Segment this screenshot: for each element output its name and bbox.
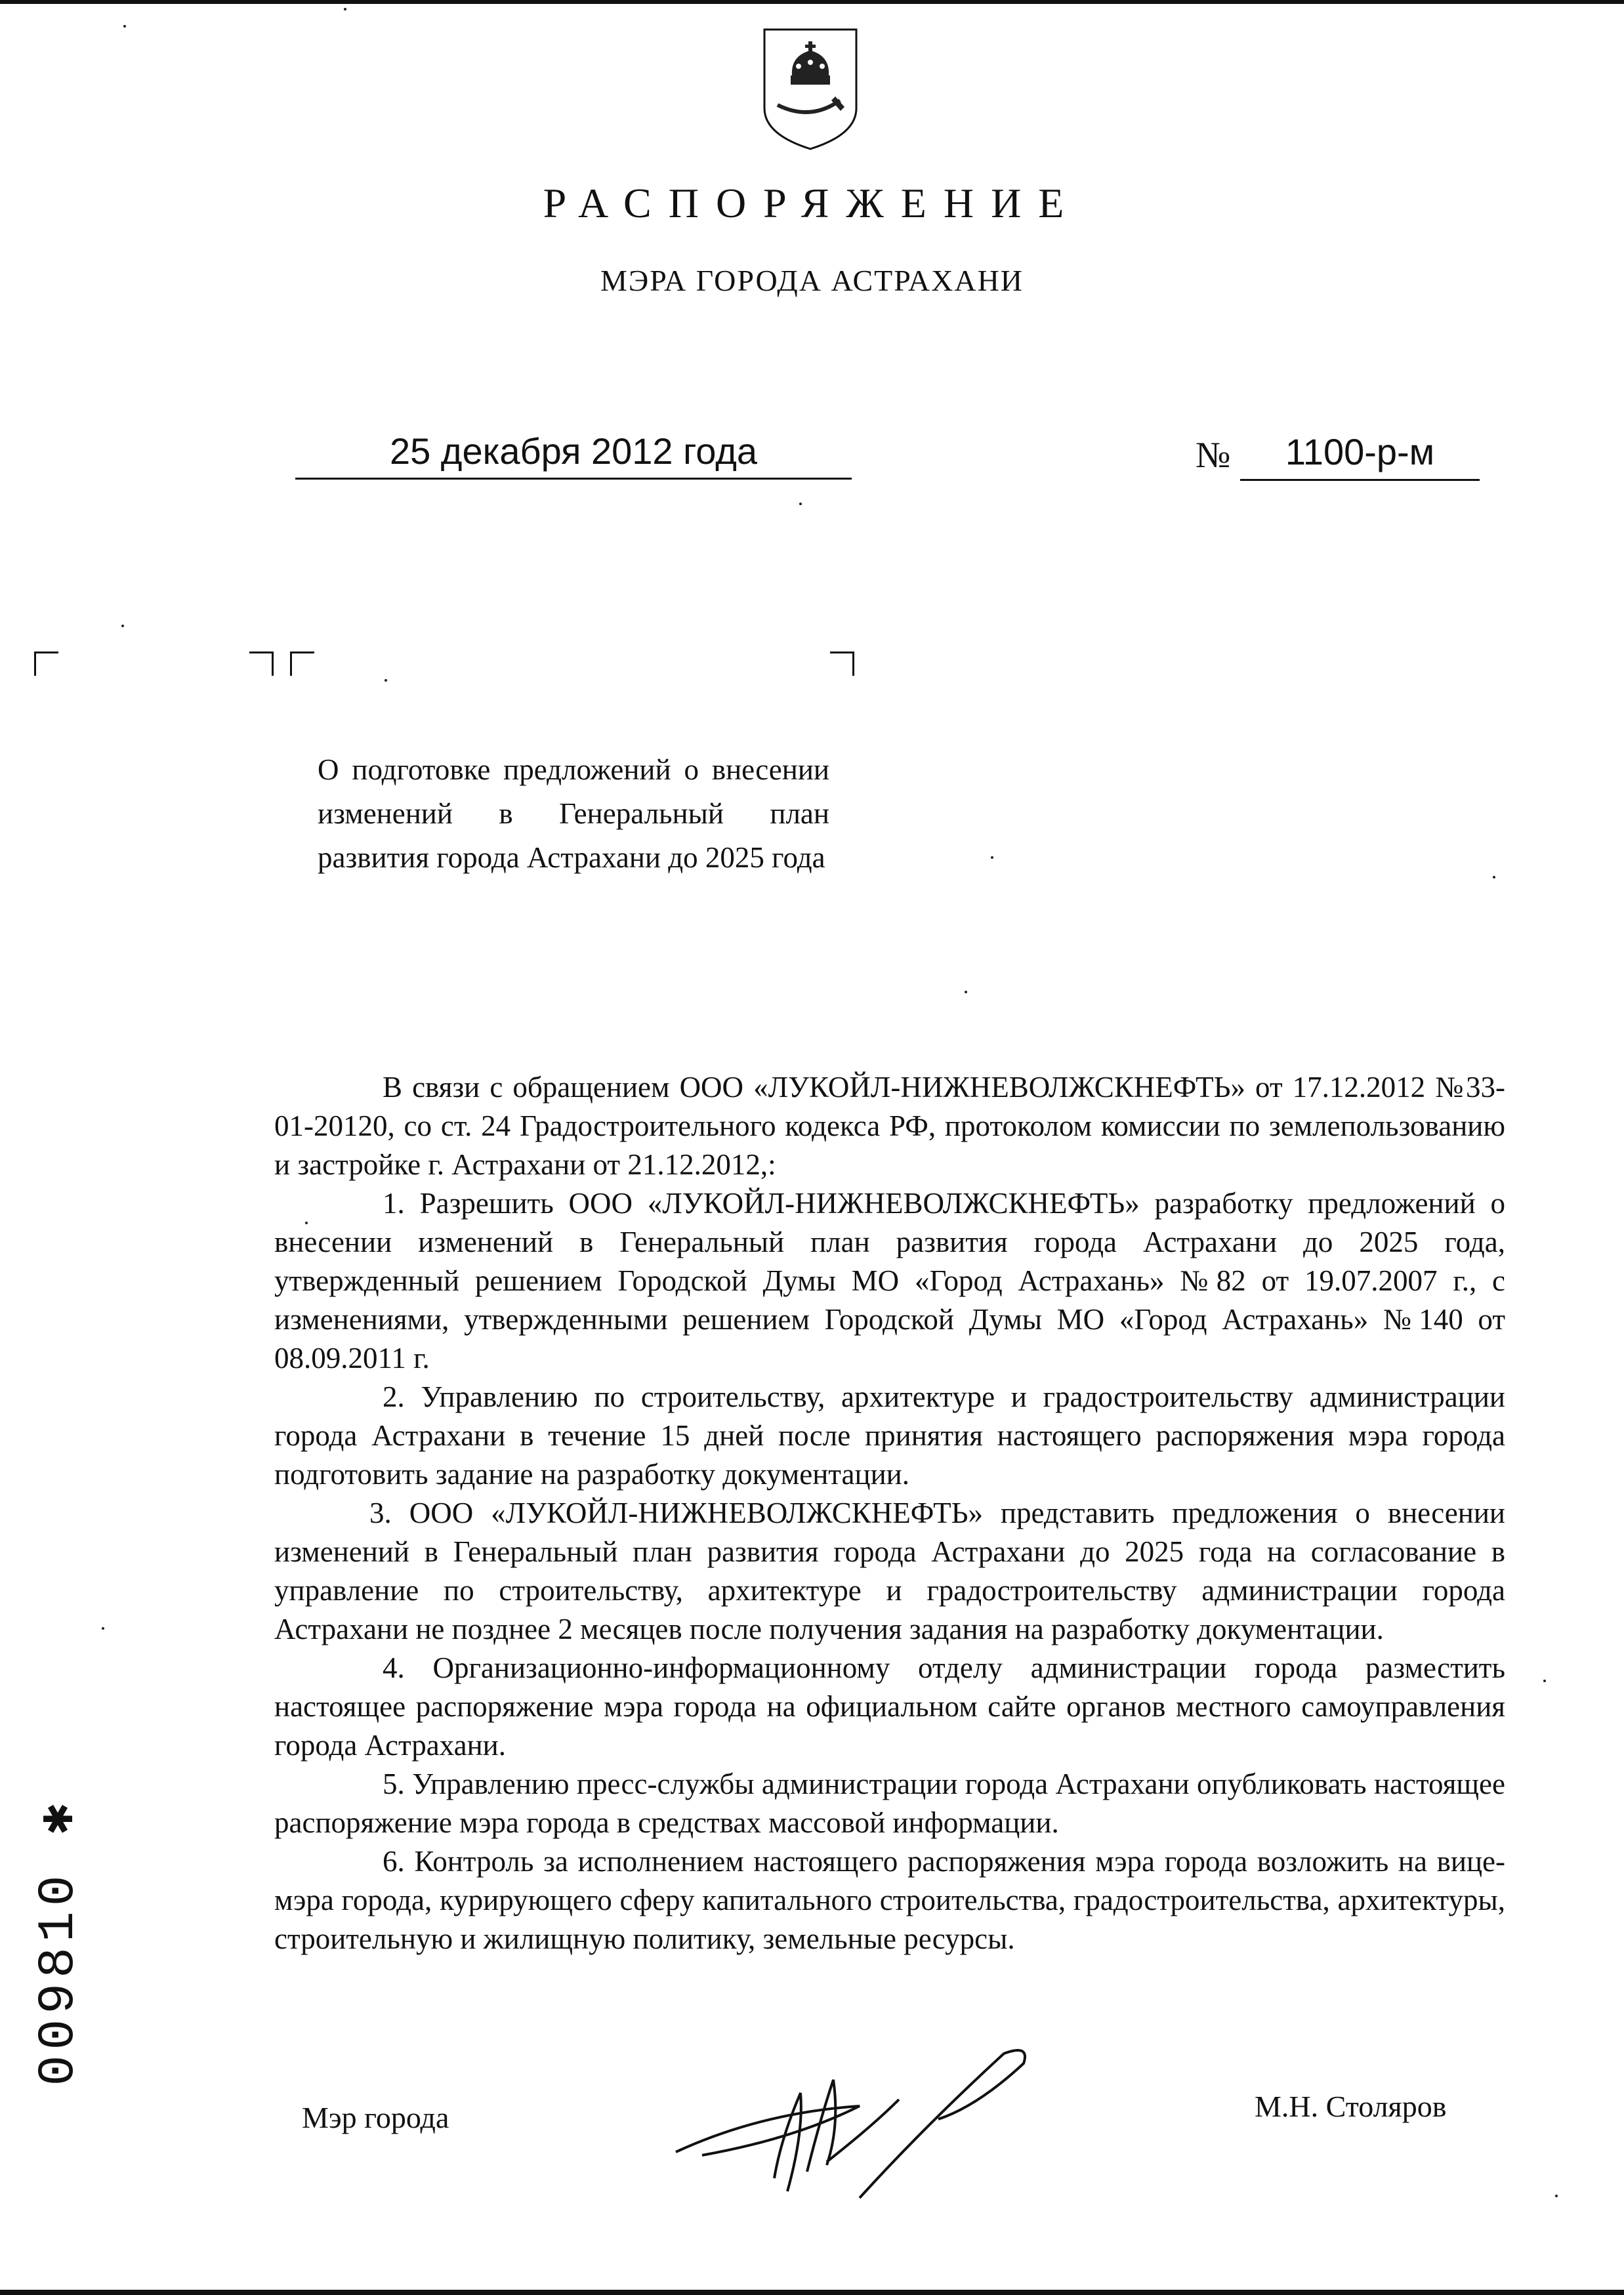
body-item: 2. Управлению по строительству, архитектуре и градостроительству администрации города Астрахани в течение 15 дней после принятия настоящего распоряжения мэра города подготовить задание на разработку документации. bbox=[274, 1380, 1505, 1491]
body-preamble: В связи с обращением ООО «ЛУКОЙЛ-НИЖНЕВОЛЖСКНЕФТЬ» от 17.12.2012 №33-01-20120, со ст. 24 Градостроительного кодекса РФ, протоколом комиссии по землепользованию и застройке г. Астрахани от 21.12.2012,: bbox=[274, 1071, 1505, 1181]
document-title: РАСПОРЯЖЕНИЕ bbox=[543, 180, 1081, 226]
scan-speck bbox=[385, 679, 387, 682]
scan-speck bbox=[1493, 876, 1495, 879]
corner-mark-top-right bbox=[830, 651, 854, 676]
scan-speck bbox=[965, 991, 967, 993]
scan-speck bbox=[102, 1627, 104, 1630]
scan-speck bbox=[991, 856, 993, 859]
scan-speck bbox=[123, 25, 126, 28]
scan-speck bbox=[121, 625, 124, 627]
document-subject: О подготовке предложений о внесении изменений в Генеральный план развития города Астрахани до 2025 года bbox=[318, 753, 829, 874]
corner-mark-top-left bbox=[290, 651, 314, 676]
body-item: 1. Разрешить ООО «ЛУКОЙЛ-НИЖНЕВОЛЖСКНЕФТЬ» разработку предложений о внесении изменений в Генеральный план развития города Астрахани до 2025 года, утвержденный решением Городской Думы МО «Город Астрахань» №82 от 19.07.2007 г., с изменениями, утвержденными решением Городской Думы МО «Город Астрахань» №140 от 08.09.2011 г. bbox=[274, 1187, 1505, 1375]
document-body bbox=[274, 1068, 1505, 1958]
body-item: 6. Контроль за исполнением настоящего распоряжения мэра города возложить на вице-мэра города, курирующего сферу капитального строительства, градостроительства, архитектуры, строительную и жилищную политику, земельные ресурсы. bbox=[274, 1845, 1505, 1955]
scan-speck bbox=[799, 503, 802, 505]
scan-speck bbox=[1555, 2195, 1558, 2197]
top-border-line bbox=[0, 0, 1624, 4]
stamp-number: 009810 ✱ bbox=[30, 1798, 88, 2086]
body-item: 5. Управлению пресс-службы администрации города Астрахани опубликовать настоящее распоряжение мэра города в средствах массовой информации. bbox=[274, 1768, 1505, 1839]
scan-speck bbox=[305, 1222, 308, 1224]
corner-mark-top-right bbox=[249, 651, 274, 676]
number-sign: № bbox=[1196, 435, 1231, 476]
corner-mark-top-left bbox=[34, 651, 58, 676]
scan-speck bbox=[344, 8, 346, 10]
handwritten-signature bbox=[663, 2040, 1083, 2204]
body-item: 3. ООО «ЛУКОЙЛ-НИЖНЕВОЛЖСКНЕФТЬ» представить предложения о внесении изменений в Генеральный план развития города Астрахани до 2025 года на согласование в управление по строительству, архитектуре и градостроительству администрации города Астрахани не позднее 2 месяцев после получения задания на разработку документации. bbox=[274, 1497, 1505, 1645]
bottom-border-line bbox=[0, 2290, 1624, 2295]
document-number: 1100-р-м bbox=[1240, 425, 1480, 481]
astrakhan-coat-of-arms-icon bbox=[758, 23, 863, 154]
signer-name: М.Н. Столяров bbox=[1255, 2090, 1447, 2123]
scan-speck bbox=[1543, 1680, 1546, 1682]
body-item: 4. Организационно-информационному отделу администрации города разместить настоящее распоряжение мэра города на официальном сайте органов местного самоуправления города Астрахани. bbox=[274, 1651, 1505, 1762]
signer-title: Мэр города bbox=[302, 2101, 449, 2134]
document-date: 25 декабря 2012 года bbox=[295, 425, 852, 480]
document-subtitle: МЭРА ГОРОДА АСТРАХАНИ bbox=[600, 264, 1024, 297]
